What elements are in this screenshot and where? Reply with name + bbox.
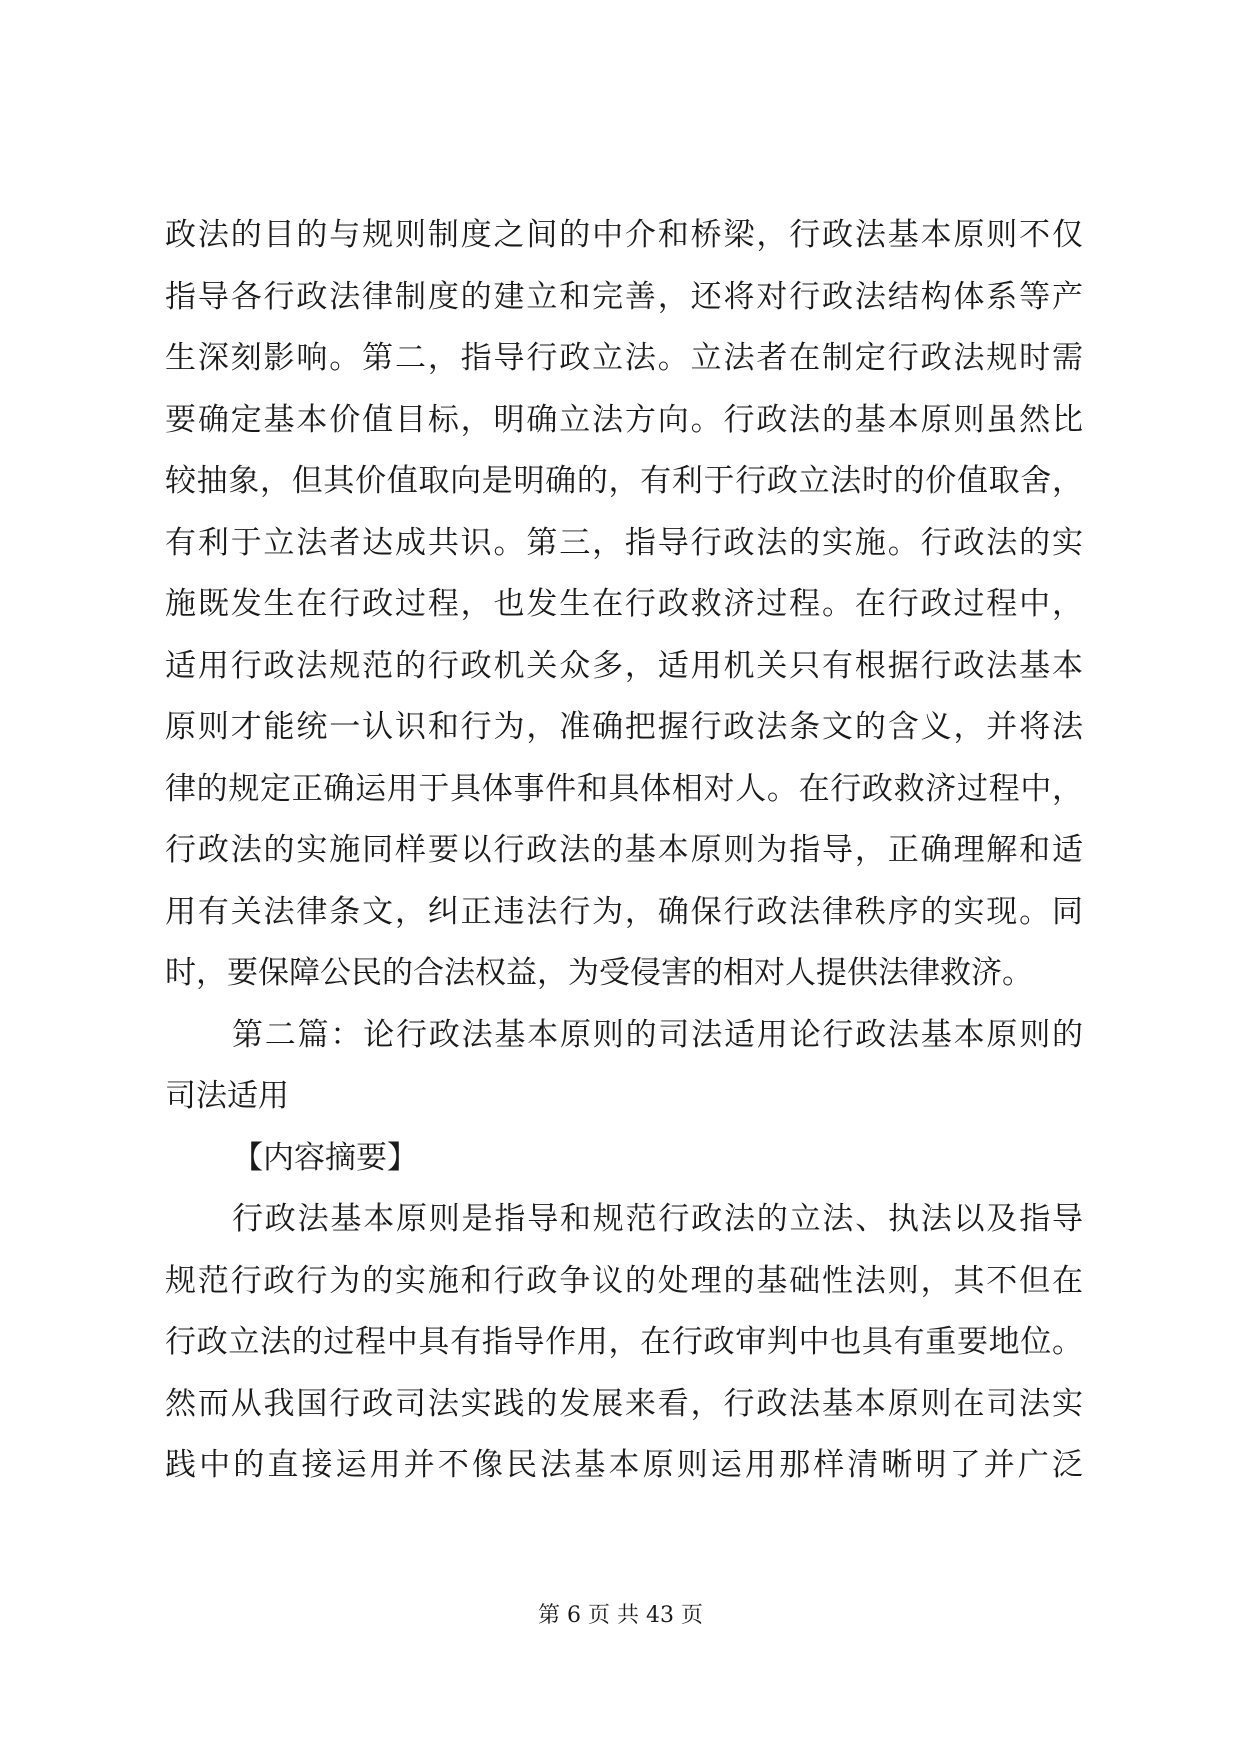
page-number-footer: 第 6 页 共 43 页 xyxy=(538,1603,703,1628)
abstract-heading: 【内容摘要】 xyxy=(232,1139,418,1176)
text-line: 践中的直接运用并不像民法基本原则运用那样清晰明了并广泛 xyxy=(165,1447,1083,1483)
text-line: 指导各行政法律制度的建立和完善，还将对行政法结构体系等产 xyxy=(165,278,1083,315)
text-line: 规范行政行为的实施和行政争议的处理的基础性法则，其不但在 xyxy=(165,1262,1083,1299)
text-line: 行政法的实施同样要以行政法的基本原则为指导，正确理解和适 xyxy=(165,832,1083,868)
text-line: 有利于立法者达成共识。第三，指导行政法的实施。行政法的实 xyxy=(165,524,1083,561)
section-heading-continuation: 司法适用 xyxy=(165,1078,289,1114)
document-body xyxy=(165,205,1083,1497)
text-line: 律的规定正确运用于具体事件和具体相对人。在行政救济过程中， xyxy=(165,770,1083,807)
text-line: 然而从我国行政司法实践的发展来看，行政法基本原则在司法实 xyxy=(165,1385,1083,1422)
text-line: 原则才能统一认识和行为，准确把握行政法条文的含义，并将法 xyxy=(165,709,1083,745)
text-line: 政法的目的与规则制度之间的中介和桥梁，行政法基本原则不仅 xyxy=(165,217,1083,253)
text-line: 适用行政法规范的行政机关众多，适用机关只有根据行政法基本 xyxy=(165,647,1083,684)
text-line: 行政法基本原则是指导和规范行政法的立法、执法以及指导 xyxy=(232,1201,1083,1237)
text-line: 时，要保障公民的合法权益，为受侵害的相对人提供法律救济。 xyxy=(165,955,1033,991)
text-line: 较抽象，但其价值取向是明确的，有利于行政立法时的价值取舍， xyxy=(165,463,1083,499)
text-line: 行政立法的过程中具有指导作用，在行政审判中也具有重要地位。 xyxy=(165,1324,1083,1360)
text-line: 施既发生在行政过程，也发生在行政救济过程。在行政过程中， xyxy=(165,586,1083,622)
section-heading: 第二篇：论行政法基本原则的司法适用论行政法基本原则的 xyxy=(232,1016,1083,1053)
text-line: 生深刻影响。第二，指导行政立法。立法者在制定行政法规时需 xyxy=(165,340,1083,376)
text-line: 用有关法律条文，纠正违法行为，确保行政法律秩序的实现。同 xyxy=(165,893,1083,930)
text-line: 要确定基本价值目标，明确立法方向。行政法的基本原则虽然比 xyxy=(165,401,1083,438)
